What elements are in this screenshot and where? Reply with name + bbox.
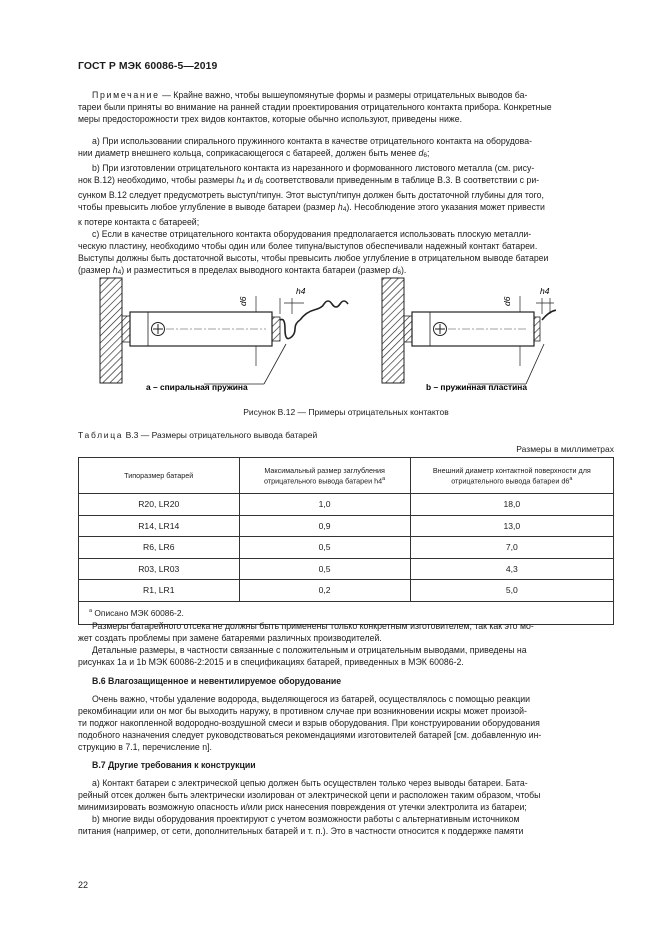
table-row: R03, LR03 0,5 4,3: [79, 558, 614, 580]
figure-caption: Рисунок В.12 — Примеры отрицательных контактов: [243, 407, 449, 417]
svg-text:d6: d6: [502, 296, 512, 306]
table-row: R6, LR6 0,5 7,0: [79, 537, 614, 559]
document-header: ГОСТ Р МЭК 60086-5—2019: [78, 61, 218, 72]
figure-label-b: b – пружинная пластина: [426, 382, 527, 392]
section-b7-text: а) Контакт батареи с электрической цепью должен быть осуществлен только через выводы батареи. Бата- рейный отсек должен быть электрически изолирован от электрической цепи и расположен таким образом, чтобы минимизировать возможную опасность и/или риск нанесения повреждения от утечки электролита из батареи; b) многие виды оборудования проектируют с учетом возможности работы с альтернативным источником питания (например, от сети, дополнительных батарей и т. п.). Это в частности относится к поддержке памяти: [78, 778, 541, 837]
figure-label-a: а – спиральная пружина: [146, 382, 248, 392]
body-text: Размеры батарейного отсека не должны быть применены только конкретным изготовителем, так как это мо- жет создать проблемы при замене батареями различных производителей. Детальные размеры, в частности связанные с положительным и отрицательным выводами, приведены на рисунках 1а и 1b МЭК 60086-2:2015 и в спецификациях батарей, приведенных в МЭК 60086-2.: [78, 621, 534, 668]
col-header-h4: Максимальный размер заглубления отрицательного вывода батареи h4$^a$: [239, 458, 410, 494]
table-header-row: [79, 458, 614, 494]
note-label: Примечание: [92, 90, 160, 100]
drawing-spiral-spring: [100, 278, 348, 392]
col-header-d6: Внешний диаметр контактной поверхности для отрицательного вывода батареи d6$^a$: [410, 458, 613, 494]
section-b6-text: Очень важно, чтобы удаление водорода, выделяющегося из батарей, осуществлялось с помощью реакции рекомбинации или он мог бы выходить наружу, в противном случае при возникновении искры может произой- ти поджог накопленной водородно-воздушной смеси и взрыв оборудования. При конструировании оборудования подобного назначения следует руководствоваться рекомендациями изготовителей батарей [см. добавленную ин- струкцию в 7.1, перечисление n].: [78, 694, 542, 753]
note-block: Примечание — Крайне важно, чтобы вышеупомянутые формы и размеры отрицательных выводов ба- тареи были приняты во внимание на ранней стадии проектирования отрицательного контакта прибора. Конкретные меры предосторожности трех видов контактов, которые обычно используют, приведены ниже.: [78, 90, 552, 125]
table-footnote: $^a$ Описано МЭК 60086-2.: [79, 601, 614, 624]
table-caption: Таблица В.3 — Размеры отрицательного вывода батарей: [78, 430, 318, 440]
page-number: 22: [78, 880, 89, 890]
table-row: R20, LR20 1,0 18,0: [79, 494, 614, 516]
svg-text:h4: h4: [540, 286, 550, 296]
section-heading-b7: В.7 Другие требования к конструкции: [92, 760, 256, 770]
table-row: R14, LR14 0,9 13,0: [79, 515, 614, 537]
col-header-size: Типоразмер батарей: [79, 458, 240, 494]
contact-list: а) При использовании спирального пружинного контакта в качестве отрицательного контакта на оборудова- нии диаметр внешнего кольца, соприкасающегося с батареей, должен быть менее d6; b) При изготовлении отрицательного контакта из нарезанного и формованного листового металла (см. рису- нок В.12) необходимо, чтобы размеры h4 и d6 соответствовали приведенным в таблице В.3. В соответствии с ри- сунком В.12 следует предусмотреть выступ/типун. Этот выступ/типун должен быть достаточной глубины для того, чтобы превысить любое углубление в выводе батареи (размер h4). Несоблюдение этого указания может привести к потере контакта с батареей; с) Если в качестве отрицательного контакта оборудования предполагается использовать плоскую металли- ческую пластину, необходимо чтобы один или более типуна/выступов обеспечивали надежный контакт батареи. Выступы должны быть достаточной высоты, чтобы превысить любое углубление в отрицательном выводе батареи (размер h4) и разместиться в пределах выводного контакта батареи (размер d6).: [78, 135, 614, 280]
dimensions-table: [78, 457, 614, 625]
svg-text:h4: h4: [296, 286, 306, 296]
drawing-spring-plate: [382, 278, 556, 392]
section-heading-b6: В.6 Влагозащищенное и невентилируемое оборудование: [92, 676, 342, 686]
list-item-a: а) При использовании спирального пружинного контакта в качестве отрицательного контакта на оборудова-: [92, 136, 532, 146]
list-item-b: b) При изготовлении отрицательного контакта из нарезанного и формованного листового металла (см. рису-: [92, 163, 535, 174]
figure-b12: [96, 276, 556, 396]
table-units: Размеры в миллиметрах: [516, 444, 614, 454]
contact-drawings: [96, 276, 556, 396]
list-item-c: с) Если в качестве отрицательного контакта оборудования предполагается использовать плоскую металли-: [92, 229, 532, 240]
table-row: R1, LR1 0,2 5,0: [79, 580, 614, 602]
svg-text:d6: d6: [238, 296, 248, 306]
